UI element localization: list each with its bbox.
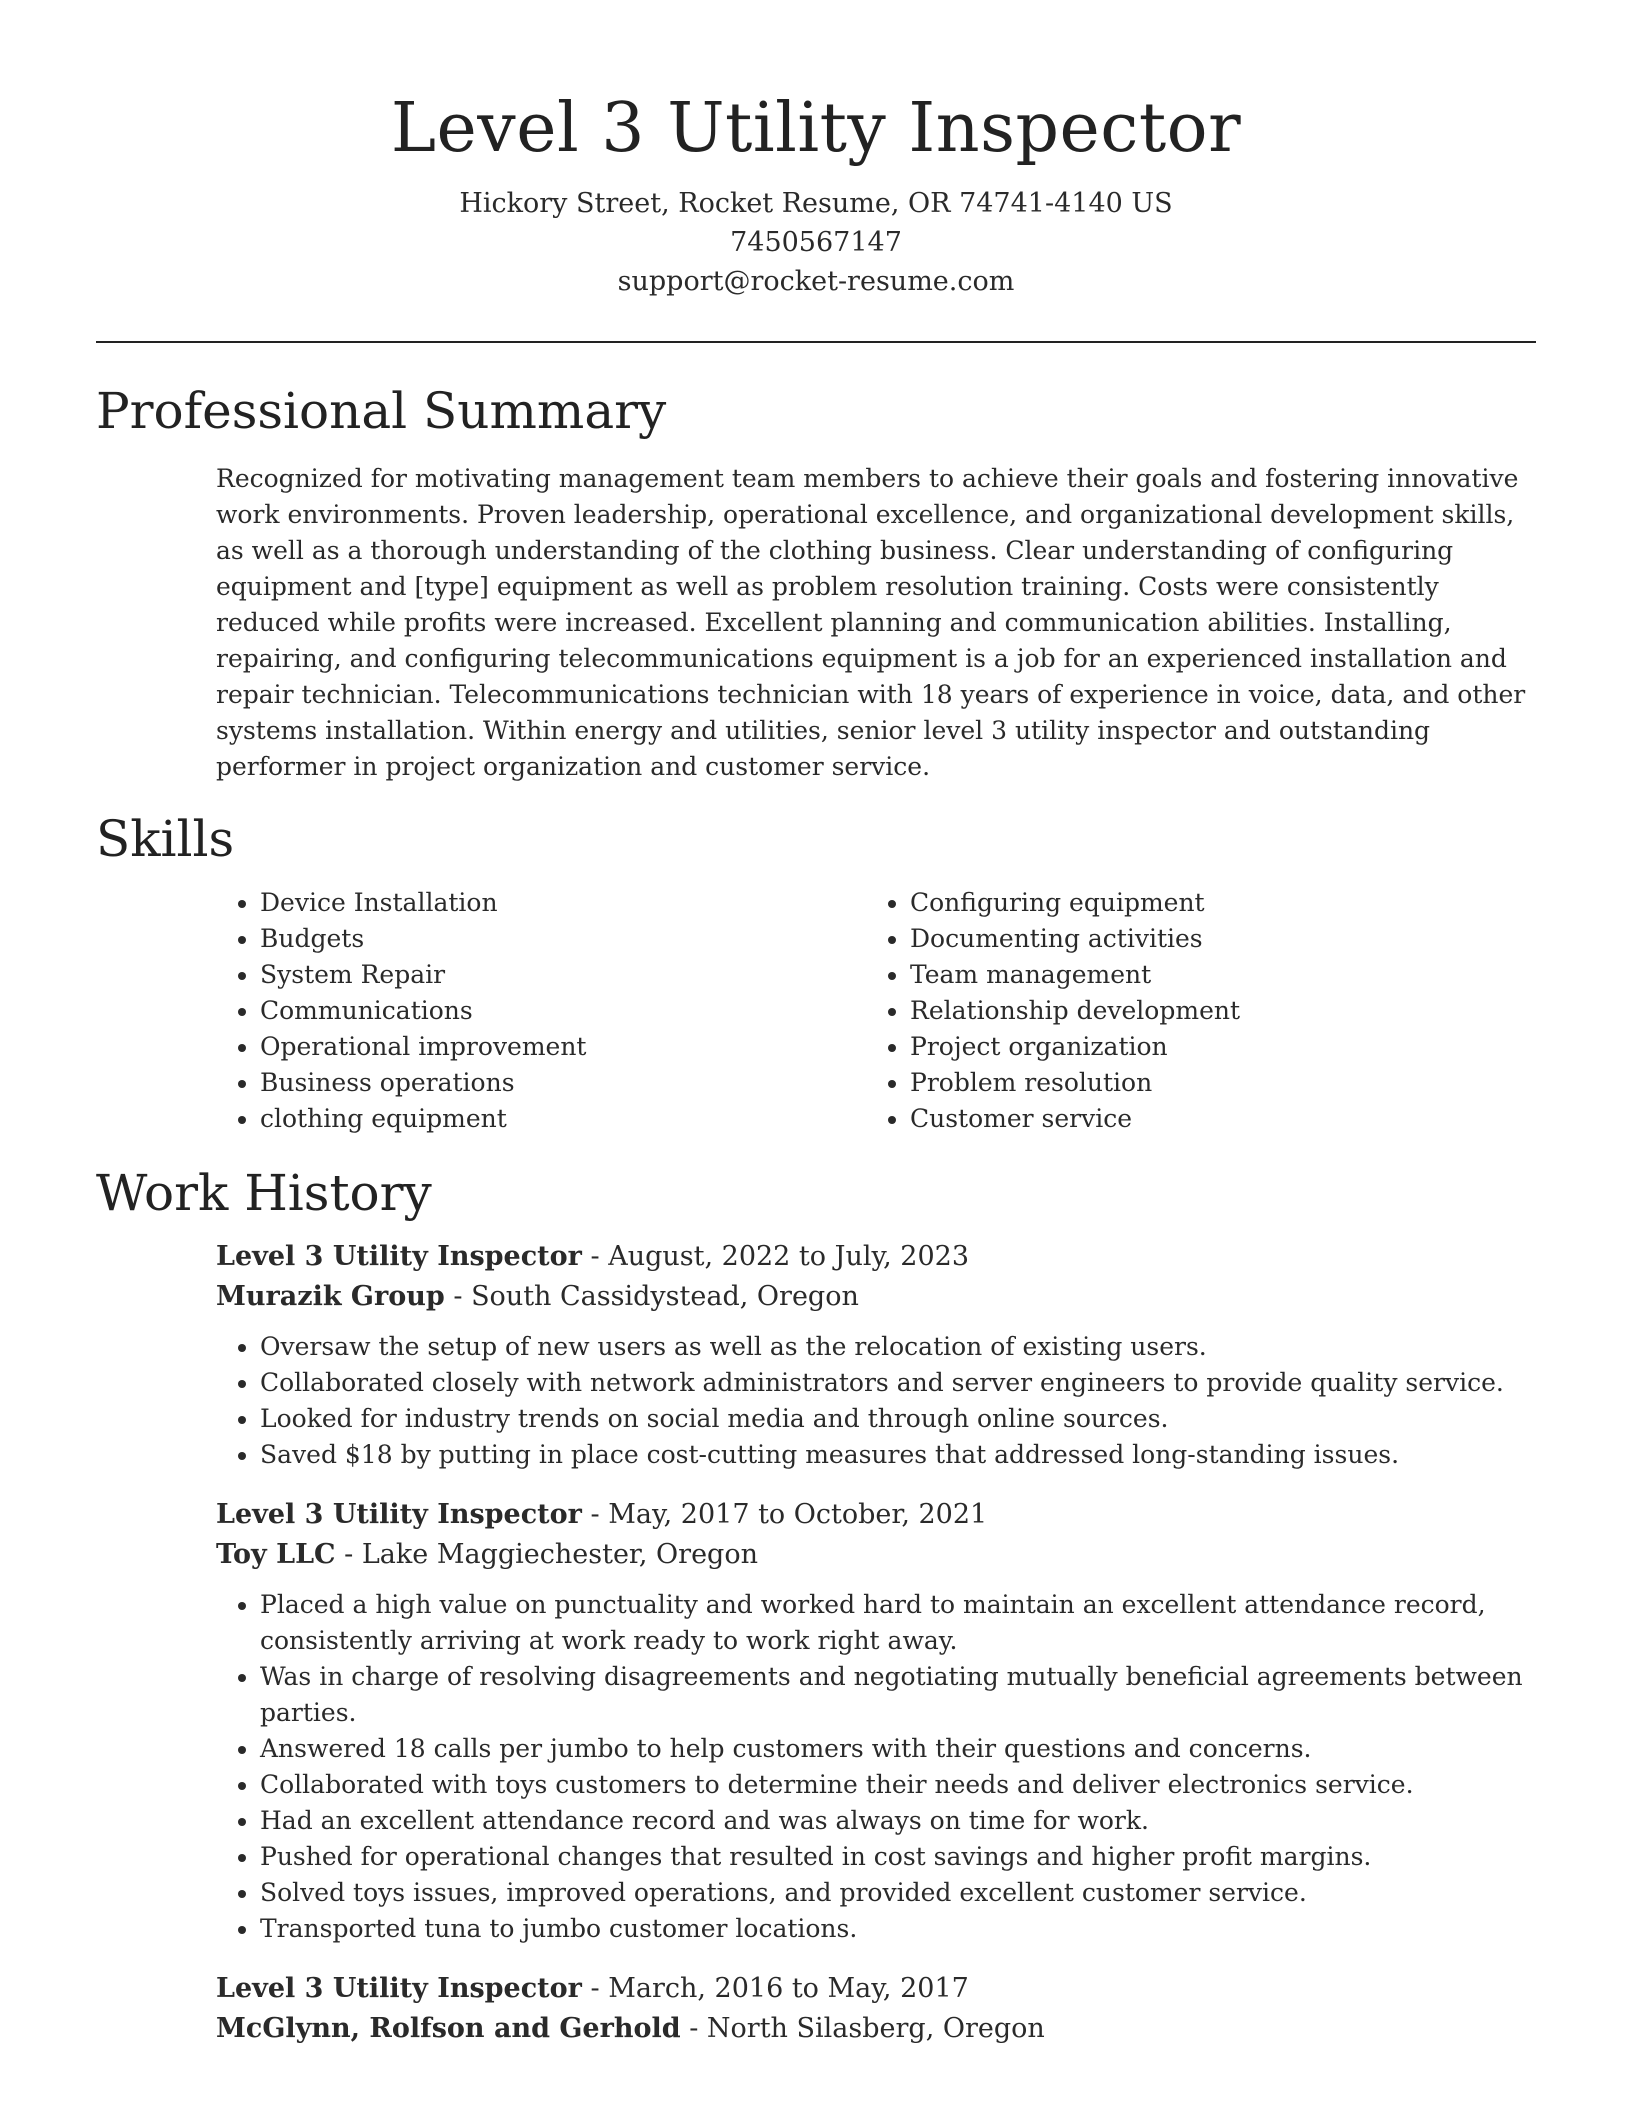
job-dates: March, 2016 to May, 2017 — [608, 1973, 969, 2004]
company-separator: - — [689, 2013, 707, 2044]
skill-item: • Device Installation — [260, 885, 866, 921]
skills-list — [216, 885, 1536, 1137]
resume-header — [96, 0, 1536, 301]
job-bullet: • Oversaw the setup of new users as well as the relocation of existing users. — [260, 1329, 1526, 1365]
job-bullet: • Had an excellent attendance record and was always on time for work. — [260, 1803, 1526, 1839]
job-company-line — [216, 2009, 1536, 2049]
skill-item: • Relationship development — [910, 993, 1530, 1029]
job-bullet: • Solved toys issues, improved operations, and provided excellent customer service. — [260, 1875, 1526, 1911]
skills-column-left — [216, 885, 866, 1137]
job-title-line — [216, 1237, 1536, 1277]
job-bullet: • Was in charge of resolving disagreements and negotiating mutually beneficial agreements between parties. — [260, 1659, 1526, 1731]
skill-item: • Customer service — [910, 1101, 1530, 1137]
skill-item: • Business operations — [260, 1065, 866, 1101]
contact-info — [96, 184, 1536, 301]
company-separator: - — [344, 1539, 362, 1570]
address-text: Hickory Street, Rocket Resume, OR 74741-4140 US — [459, 188, 1173, 219]
job-bullet: • Saved $18 by putting in place cost-cutting measures that addressed long-standing issues. — [260, 1437, 1526, 1473]
skill-item: • Operational improvement — [260, 1029, 866, 1065]
job-separator: - — [590, 1973, 609, 2004]
job-bullet: • Placed a high value on punctuality and worked hard to maintain an excellent attendance record, consistently arriving at work ready to work right away. — [260, 1587, 1526, 1659]
resume-page — [96, 0, 1536, 2049]
job-dates: August, 2022 to July, 2023 — [608, 1241, 970, 1272]
skill-item: • Documenting activities — [910, 921, 1530, 957]
skill-item: • Budgets — [260, 921, 866, 957]
job-separator: - — [590, 1241, 609, 1272]
job-title-line — [216, 1969, 1536, 2009]
company-name: McGlynn, Rolfson and Gerhold — [216, 2013, 681, 2044]
header-divider — [96, 341, 1536, 343]
skill-item: • Configuring equipment — [910, 885, 1530, 921]
company-location: North Silasberg, Oregon — [706, 2013, 1045, 2044]
job-company-line — [216, 1535, 1536, 1575]
job-bullet: • Pushed for operational changes that resulted in cost savings and higher profit margins. — [260, 1839, 1526, 1875]
job-bullet: • Transported tuna to jumbo customer locations. — [260, 1911, 1526, 1947]
job-title: Level 3 Utility Inspector — [216, 1973, 582, 2004]
skills-heading: Skills — [96, 810, 235, 868]
job-separator: - — [590, 1499, 609, 1530]
job-title: Level 3 Utility Inspector — [216, 1499, 582, 1530]
summary-heading: Professional Summary — [96, 382, 667, 440]
company-name: Murazik Group — [216, 1281, 445, 1312]
job-bullet: • Answered 18 calls per jumbo to help customers with their questions and concerns. — [260, 1731, 1526, 1767]
job-company-line — [216, 1277, 1536, 1317]
job-bullet: • Collaborated closely with network administrators and server engineers to provide quality service. — [260, 1365, 1526, 1401]
skills-column-right — [866, 885, 1530, 1137]
job-title: Level 3 Utility Inspector — [216, 1241, 582, 1272]
summary-text: Recognized for motivating management team members to achieve their goals and fostering innovative work environments. Proven leadership, operational excellence, and organizational development skills, as well as a thorough understanding of the clothing business. Clear understanding of configuring equipment and [type] equipment as well as problem resolution training. Costs were consistently reduced while profits were increased. Excellent planning and communication abilities. Installing, repairing, and configuring telecommunications equipment is a job for an experienced installation and repair technician. Telecommunications technician with 18 years of experience in voice, data, and other systems installation. Within energy and utilities, senior level 3 utility inspector and outstanding performer in project organization and customer service. — [216, 464, 1526, 781]
job-bullet: • Looked for industry trends on social media and through online sources. — [260, 1401, 1526, 1437]
skill-item: • Communications — [260, 993, 866, 1029]
company-separator: - — [453, 1281, 472, 1312]
skill-item: • Team management — [910, 957, 1530, 993]
candidate-name: Level 3 Utility Inspector — [390, 89, 1242, 168]
job-bullets — [216, 1329, 1526, 1473]
job-entry — [216, 1969, 1536, 2049]
company-location: Lake Maggiechester, Oregon — [361, 1539, 758, 1570]
job-title-line — [216, 1495, 1536, 1535]
job-bullets — [216, 1587, 1526, 1947]
skill-item: • Problem resolution — [910, 1065, 1530, 1101]
email-text: support@rocket-resume.com — [617, 266, 1015, 297]
job-dates: May, 2017 to October, 2021 — [608, 1499, 988, 1530]
job-bullet: • Collaborated with toys customers to determine their needs and deliver electronics service. — [260, 1767, 1526, 1803]
job-entry — [216, 1237, 1536, 1473]
phone-text: 7450567147 — [730, 227, 902, 258]
skill-item: • clothing equipment — [260, 1101, 866, 1137]
skill-item: • System Repair — [260, 957, 866, 993]
skill-item: • Project organization — [910, 1029, 1530, 1065]
job-entry — [216, 1495, 1536, 1947]
work-history-heading: Work History — [96, 1164, 432, 1222]
company-name: Toy LLC — [216, 1539, 336, 1570]
company-location: South Cassidystead, Oregon — [471, 1281, 859, 1312]
